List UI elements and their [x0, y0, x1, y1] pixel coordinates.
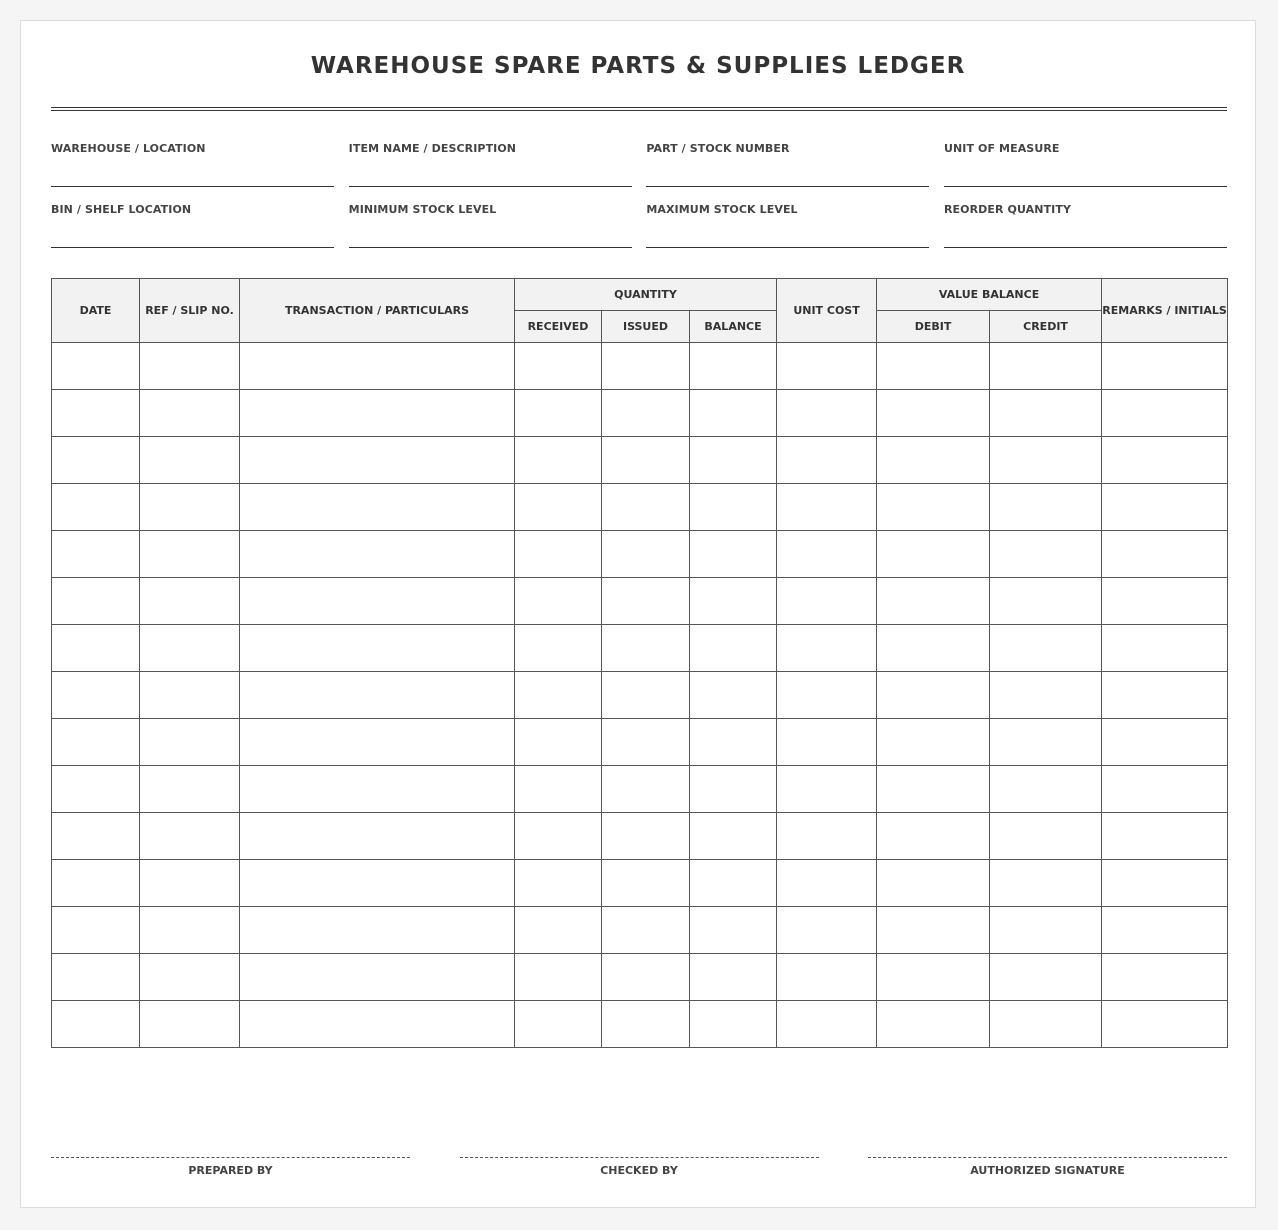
table-row: [52, 1001, 1228, 1048]
ledger-cell[interactable]: [140, 484, 240, 531]
ledger-cell[interactable]: [240, 390, 515, 437]
ledger-table: [51, 278, 1228, 1048]
ledger-cell[interactable]: [515, 813, 602, 860]
table-row: [52, 390, 1228, 437]
ledger-cell[interactable]: [777, 390, 877, 437]
ledger-cell[interactable]: [877, 954, 990, 1001]
field-label: BIN / SHELF LOCATION: [51, 203, 192, 216]
ledger-cell[interactable]: [690, 954, 777, 1001]
ledger-cell[interactable]: [690, 625, 777, 672]
ledger-cell[interactable]: [515, 578, 602, 625]
maximum-stock-level-field[interactable]: [646, 198, 929, 248]
ledger-cell[interactable]: [602, 907, 690, 954]
ledger-cell[interactable]: [877, 1001, 990, 1048]
ledger-cell[interactable]: [777, 907, 877, 954]
ledger-cell[interactable]: [52, 672, 140, 719]
ledger-cell[interactable]: [140, 813, 240, 860]
ledger-cell[interactable]: [777, 719, 877, 766]
field-label: REORDER QUANTITY: [943, 203, 1072, 216]
ledger-cell[interactable]: [52, 437, 140, 484]
ledger-cell[interactable]: [877, 907, 990, 954]
ledger-cell[interactable]: [990, 766, 1102, 813]
col-header-date: DATE: [52, 279, 140, 343]
ledger-cell[interactable]: [240, 860, 515, 907]
ledger-cell[interactable]: [240, 766, 515, 813]
ledger-cell[interactable]: [1102, 813, 1228, 860]
ledger-cell[interactable]: [140, 625, 240, 672]
ledger-cell[interactable]: [877, 343, 990, 390]
ledger-cell[interactable]: [140, 1001, 240, 1048]
ledger-cell[interactable]: [690, 390, 777, 437]
ledger-cell[interactable]: [240, 813, 515, 860]
ledger-cell[interactable]: [877, 390, 990, 437]
ledger-cell[interactable]: [877, 625, 990, 672]
ledger-cell[interactable]: [515, 531, 602, 578]
ledger-cell[interactable]: [990, 625, 1102, 672]
ledger-cell[interactable]: [690, 578, 777, 625]
ledger-cell[interactable]: [515, 672, 602, 719]
col-header-ref-slip: REF / SLIP NO.: [140, 279, 240, 343]
field-label: ITEM NAME / DESCRIPTION: [348, 142, 517, 155]
ledger-cell[interactable]: [240, 907, 515, 954]
ledger-cell[interactable]: [877, 719, 990, 766]
ledger-cell[interactable]: [52, 625, 140, 672]
ledger-cell[interactable]: [990, 860, 1102, 907]
ledger-cell[interactable]: [52, 719, 140, 766]
table-row: [52, 672, 1228, 719]
ledger-cell[interactable]: [515, 766, 602, 813]
field-label: MINIMUM STOCK LEVEL: [348, 203, 497, 216]
item-info-fields: [51, 137, 1227, 259]
table-row: [52, 766, 1228, 813]
ledger-cell[interactable]: [690, 437, 777, 484]
ledger-cell[interactable]: [515, 390, 602, 437]
page-title: WAREHOUSE SPARE PARTS & SUPPLIES LEDGER: [310, 53, 966, 79]
ledger-cell[interactable]: [777, 343, 877, 390]
ledger-cell[interactable]: [140, 766, 240, 813]
ledger-cell[interactable]: [140, 437, 240, 484]
table-row: [52, 954, 1228, 1001]
ledger-cell[interactable]: [777, 484, 877, 531]
ledger-cell[interactable]: [140, 907, 240, 954]
table-row: [52, 860, 1228, 907]
ledger-cell[interactable]: [240, 343, 515, 390]
ledger-cell[interactable]: [1102, 578, 1228, 625]
ledger-cell[interactable]: [690, 813, 777, 860]
ledger-cell[interactable]: [690, 1001, 777, 1048]
ledger-cell[interactable]: [515, 860, 602, 907]
ledger-cell[interactable]: [602, 578, 690, 625]
ledger-cell[interactable]: [240, 954, 515, 1001]
ledger-cell[interactable]: [602, 531, 690, 578]
ledger-cell[interactable]: [240, 531, 515, 578]
ledger-cell[interactable]: [990, 484, 1102, 531]
col-header-remarks: REMARKS / INITIALS: [1102, 279, 1228, 343]
ledger-cell[interactable]: [52, 813, 140, 860]
table-row: [52, 343, 1228, 390]
ledger-body: [52, 343, 1228, 1048]
ledger-cell[interactable]: [602, 860, 690, 907]
ledger-cell[interactable]: [990, 390, 1102, 437]
ledger-cell[interactable]: [515, 907, 602, 954]
title-double-rule: [51, 107, 1227, 111]
ledger-cell[interactable]: [990, 1001, 1102, 1048]
ledger-cell[interactable]: [602, 1001, 690, 1048]
ledger-cell[interactable]: [690, 907, 777, 954]
table-row: [52, 907, 1228, 954]
ledger-cell[interactable]: [1102, 1001, 1228, 1048]
ledger-cell[interactable]: [140, 860, 240, 907]
ledger-cell[interactable]: [877, 484, 990, 531]
table-row: [52, 719, 1228, 766]
ledger-cell[interactable]: [240, 484, 515, 531]
ledger-page: [20, 20, 1256, 1208]
ledger-cell[interactable]: [515, 343, 602, 390]
ledger-cell[interactable]: [1102, 531, 1228, 578]
ledger-cell[interactable]: [690, 719, 777, 766]
ledger-cell[interactable]: [515, 437, 602, 484]
col-header-transaction: TRANSACTION / PARTICULARS: [240, 279, 515, 343]
col-group-value-balance: VALUE BALANCE: [877, 279, 1102, 311]
ledger-cell[interactable]: [990, 531, 1102, 578]
col-header-issued: ISSUED: [602, 311, 690, 343]
ledger-cell[interactable]: [52, 531, 140, 578]
ledger-cell[interactable]: [777, 954, 877, 1001]
ledger-cell[interactable]: [52, 343, 140, 390]
table-row: [52, 484, 1228, 531]
ledger-cell[interactable]: [777, 672, 877, 719]
ledger-cell[interactable]: [877, 578, 990, 625]
field-row: [51, 137, 1227, 198]
ledger-cell[interactable]: [690, 484, 777, 531]
ledger-cell[interactable]: [52, 860, 140, 907]
ledger-cell[interactable]: [52, 578, 140, 625]
ledger-cell[interactable]: [990, 437, 1102, 484]
ledger-cell[interactable]: [1102, 860, 1228, 907]
ledger-cell[interactable]: [877, 437, 990, 484]
ledger-cell[interactable]: [602, 343, 690, 390]
ledger-cell[interactable]: [52, 1001, 140, 1048]
bin-shelf-location-field[interactable]: [51, 198, 334, 248]
ledger-cell[interactable]: [990, 907, 1102, 954]
ledger-cell[interactable]: [1102, 766, 1228, 813]
field-label: WAREHOUSE / LOCATION: [51, 142, 206, 155]
ledger-cell[interactable]: [1102, 954, 1228, 1001]
warehouse-location-field[interactable]: [51, 137, 334, 187]
col-header-received: RECEIVED: [515, 311, 602, 343]
reorder-quantity-field[interactable]: [944, 198, 1227, 248]
field-label: PART / STOCK NUMBER: [646, 142, 790, 155]
ledger-cell[interactable]: [690, 672, 777, 719]
ledger-cell[interactable]: [777, 625, 877, 672]
ledger-cell[interactable]: [515, 954, 602, 1001]
table-row: [52, 578, 1228, 625]
ledger-cell[interactable]: [602, 390, 690, 437]
ledger-cell[interactable]: [515, 625, 602, 672]
ledger-cell[interactable]: [990, 343, 1102, 390]
ledger-cell[interactable]: [777, 437, 877, 484]
ledger-cell[interactable]: [1102, 484, 1228, 531]
ledger-cell[interactable]: [515, 1001, 602, 1048]
ledger-cell[interactable]: [140, 719, 240, 766]
ledger-cell[interactable]: [240, 437, 515, 484]
header-row: [52, 279, 1228, 311]
table-row: [52, 437, 1228, 484]
ledger-cell[interactable]: [877, 672, 990, 719]
ledger-cell[interactable]: [140, 390, 240, 437]
col-header-balance: BALANCE: [690, 311, 777, 343]
ledger-cell[interactable]: [990, 954, 1102, 1001]
ledger-cell[interactable]: [1102, 907, 1228, 954]
ledger-cell[interactable]: [602, 766, 690, 813]
ledger-cell[interactable]: [990, 578, 1102, 625]
checked-by-signature[interactable]: CHECKED BY: [460, 1157, 819, 1177]
ledger-cell[interactable]: [140, 954, 240, 1001]
ledger-cell[interactable]: [140, 578, 240, 625]
ledger-cell[interactable]: [877, 813, 990, 860]
ledger-cell[interactable]: [240, 672, 515, 719]
field-row: [51, 198, 1227, 259]
unit-of-measure-field[interactable]: [944, 137, 1227, 187]
ledger-cell[interactable]: [990, 719, 1102, 766]
ledger-cell[interactable]: [777, 766, 877, 813]
ledger-cell[interactable]: [52, 390, 140, 437]
ledger-cell[interactable]: [877, 860, 990, 907]
ledger-cell[interactable]: [1102, 343, 1228, 390]
ledger-cell[interactable]: [777, 860, 877, 907]
ledger-cell[interactable]: [777, 813, 877, 860]
ledger-cell[interactable]: [1102, 719, 1228, 766]
ledger-cell[interactable]: [240, 578, 515, 625]
minimum-stock-level-field[interactable]: [349, 198, 632, 248]
ledger-cell[interactable]: [52, 907, 140, 954]
ledger-cell[interactable]: [1102, 390, 1228, 437]
col-header-unit-cost: UNIT COST: [777, 279, 877, 343]
ledger-cell[interactable]: [690, 766, 777, 813]
table-row: [52, 813, 1228, 860]
ledger-cell[interactable]: [990, 672, 1102, 719]
ledger-cell[interactable]: [777, 578, 877, 625]
table-row: [52, 531, 1228, 578]
prepared-by-signature[interactable]: PREPARED BY: [51, 1157, 410, 1177]
ledger-cell[interactable]: [52, 954, 140, 1001]
ledger-cell[interactable]: [602, 719, 690, 766]
signature-section: [51, 1157, 1227, 1177]
ledger-cell[interactable]: [602, 954, 690, 1001]
col-header-credit: CREDIT: [990, 311, 1102, 343]
ledger-cell[interactable]: [602, 625, 690, 672]
ledger-cell[interactable]: [602, 437, 690, 484]
table-row: [52, 625, 1228, 672]
col-group-quantity: QUANTITY: [515, 279, 777, 311]
field-label: UNIT OF MEASURE: [943, 142, 1060, 155]
part-stock-number-field[interactable]: [646, 137, 929, 187]
ledger-cell[interactable]: [777, 1001, 877, 1048]
field-label: MAXIMUM STOCK LEVEL: [646, 203, 798, 216]
ledger-cell[interactable]: [240, 1001, 515, 1048]
ledger-cell[interactable]: [990, 813, 1102, 860]
ledger-cell[interactable]: [1102, 672, 1228, 719]
ledger-cell[interactable]: [52, 484, 140, 531]
ledger-cell[interactable]: [602, 672, 690, 719]
ledger-cell[interactable]: [777, 531, 877, 578]
ledger-cell[interactable]: [240, 719, 515, 766]
ledger-cell[interactable]: [515, 484, 602, 531]
ledger-cell[interactable]: [52, 766, 140, 813]
ledger-cell[interactable]: [602, 484, 690, 531]
ledger-cell[interactable]: [140, 531, 240, 578]
ledger-cell[interactable]: [1102, 437, 1228, 484]
authorized-signature[interactable]: AUTHORIZED SIGNATURE: [868, 1157, 1227, 1177]
ledger-cell[interactable]: [140, 343, 240, 390]
ledger-cell[interactable]: [877, 766, 990, 813]
ledger-cell[interactable]: [515, 719, 602, 766]
item-name-description-field[interactable]: [349, 137, 632, 187]
ledger-cell[interactable]: [690, 860, 777, 907]
ledger-cell[interactable]: [1102, 625, 1228, 672]
col-header-debit: DEBIT: [877, 311, 990, 343]
ledger-cell[interactable]: [690, 343, 777, 390]
ledger-cell[interactable]: [240, 625, 515, 672]
ledger-cell[interactable]: [877, 531, 990, 578]
ledger-cell[interactable]: [602, 813, 690, 860]
ledger-cell[interactable]: [690, 531, 777, 578]
ledger-cell[interactable]: [140, 672, 240, 719]
